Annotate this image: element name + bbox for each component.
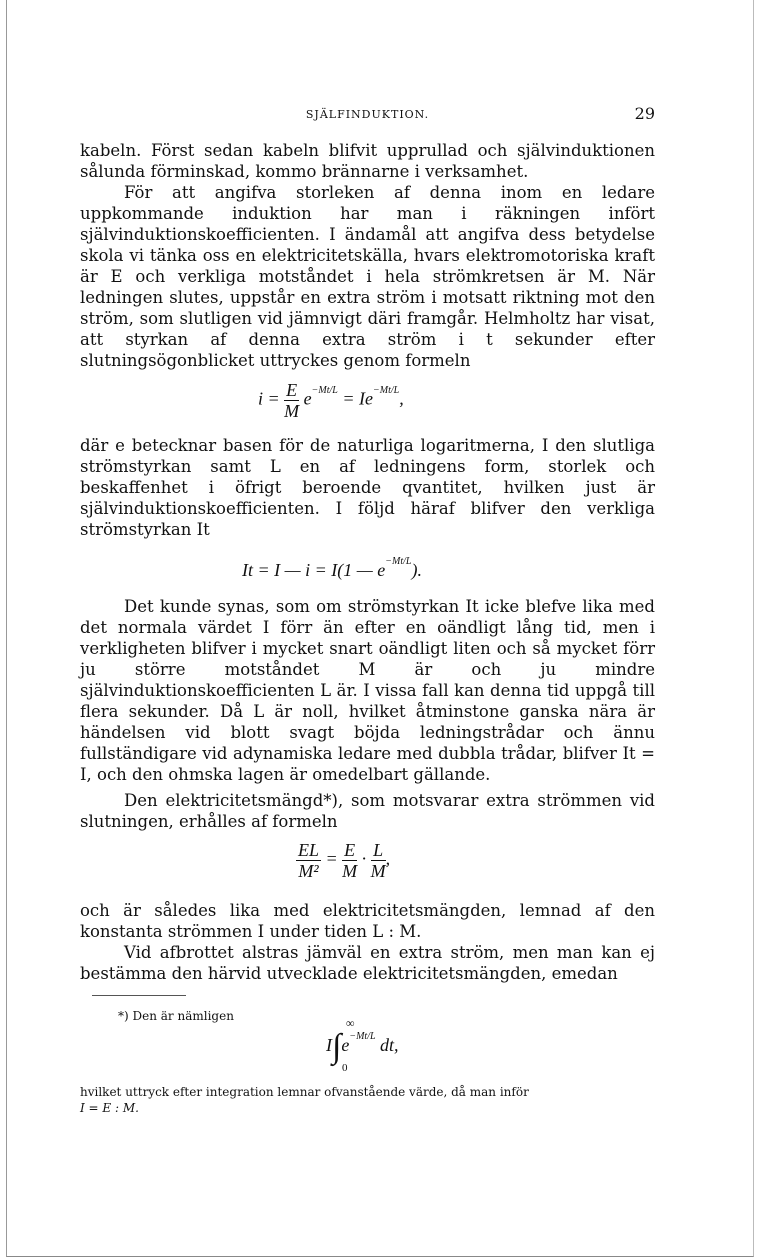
page-number: 29: [634, 104, 655, 123]
footnote-lead: *) Den är nämligen: [118, 1009, 234, 1023]
paragraph-5: [80, 790, 655, 832]
exponent-2: −Mt/L: [373, 384, 400, 396]
paragraph-text: Den elektricitetsmängd*), som motsvarar extra strömmen vid slutningen, erhålles af formeln: [80, 791, 655, 831]
fraction-el-over-m2: [296, 840, 321, 881]
paragraph-text: och är således lika med elektricitetsmängden, lemnad af den konstanta strömmen I under tiden L : M.: [80, 901, 655, 941]
base-e: e: [303, 388, 312, 409]
paragraph-3: [80, 435, 655, 540]
formula-actual-current: [242, 556, 422, 581]
denominator: M: [370, 861, 386, 881]
paragraph-text: Vid afbrottet alstras jämväl en extra ström, men man kan ej bestämma den härvid utvecklade elektricitetsmängden, emedan: [80, 943, 655, 983]
fraction-e-over-m: [342, 840, 357, 881]
formula-lhs: i =: [258, 388, 280, 409]
running-title: SJÄLFINDUKTION.: [305, 108, 430, 121]
denominator: M: [342, 861, 358, 881]
equals-sign: =: [325, 848, 338, 869]
upper-limit: ∞: [346, 1016, 355, 1030]
integral-sign: ∫: [332, 1028, 342, 1065]
fraction-e-over-m: [284, 380, 299, 421]
dot-operator: ·: [361, 848, 367, 869]
footnote-rule: [92, 995, 186, 996]
exponent: −Mt/L: [385, 556, 412, 567]
paragraph-6: [80, 900, 655, 942]
paragraph-text: För att angifva storleken af denna inom en ledare uppkommande induktion har man i räkningen infört självinduktionskoefficienten. I ändamål att angifva dess betydelse skola vi tänka oss en elektricitetskälla, hvars elektromotoriska kraft är E och verkliga motståndet i hela strömkretsen är M. När ledningen slutes, uppstår en extra ström i motsatt riktning mot den ström, som slutligen vid jämnvigt däri framgår. Helmholtz har visat, att styrkan af denna extra ström i t sekunder efter slutningsögonblicket uttryckes genom formeln: [80, 183, 655, 370]
lower-limit: 0: [342, 1062, 348, 1074]
paragraph-text: där e betecknar basen för de naturliga logaritmerna, I den slutliga strömstyrkan samt L en af ledningens form, storlek och beskaffenhet i öfrigt beroende qvantitet, hvilken just är självinduktionskoefficienten. I följd häraf blifver den verkliga strömstyrkan It: [80, 436, 655, 539]
formula-extra-current: [258, 380, 404, 421]
denominator: M²: [298, 861, 319, 881]
paragraph-text: kabeln. Först sedan kabeln blifvit upprullad och självinduktionen sålunda förminskad, kommo brännarne i verksamhet.: [80, 141, 655, 181]
formula-close: ).: [411, 560, 422, 580]
formula-tail: ,: [399, 388, 404, 409]
paragraph-text: Det kunde synas, som om strömstyrkan It icke blefve lika med det normala värdet I förr än efter en oändligt lång tid, men i verkligheten blifver i mycket snart oändligt liten och så mycket förr ju större motståndet M är och ju mindre självinduktionskoefficienten L är. I vissa fall kan denna tid uppgå till flera sekunder. Då L är noll, hvilket åtminstone ganska nära är händelsen vid blott svagt böjda ledningstrådar och ännu fullständigare vid adynamiska ledare med dubbla trådar, blifver It = I, och den ohmska lagen är omedelbart gällande.: [80, 597, 655, 784]
footnote-last: I = E : M.: [80, 1101, 139, 1115]
paragraph-4: [80, 596, 655, 785]
paragraph-2: [80, 182, 655, 371]
numerator: E: [286, 380, 298, 400]
exponent: −Mt/L: [349, 1031, 376, 1042]
numerator: L: [371, 840, 386, 861]
formula-integral: [326, 1016, 399, 1074]
base-e: e: [341, 1035, 350, 1055]
formula-rhs: = Ie: [342, 388, 373, 409]
paragraph-7: [80, 942, 655, 984]
differential: dt,: [380, 1035, 399, 1055]
numerator: EL: [298, 840, 320, 860]
exponent: −Mt/L: [311, 384, 338, 396]
numerator: E: [344, 840, 356, 860]
footnote-after: hvilket uttryck efter integration lemnar ofvanstående värde, då man inför: [80, 1085, 529, 1099]
formula-main: It = I — i = I(1 — e: [242, 560, 386, 580]
paragraph-1: [80, 140, 655, 182]
fraction-l-over-m: [371, 840, 386, 881]
formula-tail: ,: [385, 848, 391, 869]
page-header: [80, 104, 655, 124]
denominator: M: [284, 401, 300, 421]
formula-charge: [296, 840, 390, 881]
integral-I: I: [326, 1035, 332, 1055]
